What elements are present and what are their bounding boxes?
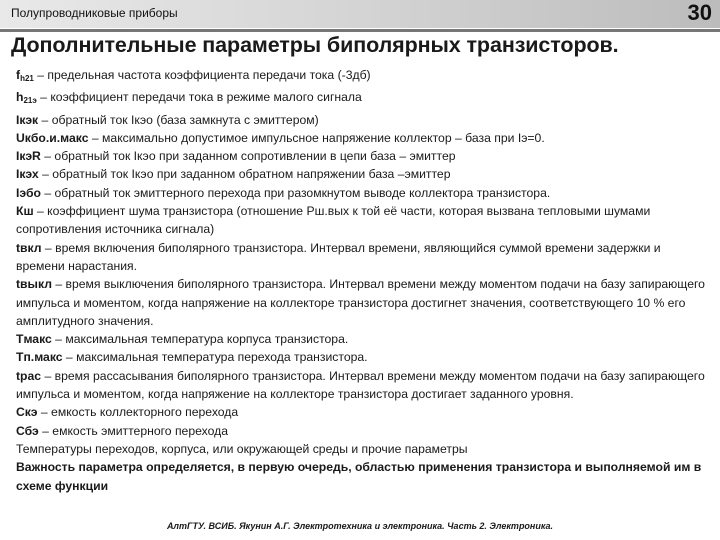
param-tras	[16, 367, 708, 404]
param-term-subscript: 21э	[23, 96, 37, 106]
param-term: tрас	[16, 368, 42, 383]
param-fh21	[16, 66, 708, 88]
param-tpmax	[16, 348, 708, 366]
temperatures-line: Температуры переходов, корпуса, или окружающей среды и прочие параметры	[16, 441, 468, 456]
param-cbe	[16, 422, 708, 440]
parameter-list	[16, 66, 708, 495]
param-iker	[16, 147, 708, 165]
param-h21e	[16, 88, 708, 110]
param-term: Iэбо	[16, 185, 41, 200]
slide-number: 30	[687, 0, 712, 25]
param-tvkl	[16, 239, 708, 276]
param-tmax	[16, 330, 708, 348]
param-desc: – время включения биполярного транзистора. Интервал времени, являющийся суммой времени задержки и времени нарастания.	[16, 240, 661, 273]
param-term: tвыкл	[16, 277, 52, 292]
page-title: Дополнительные параметры биполярных транзисторов.	[11, 33, 619, 57]
param-term: Iкэк	[16, 112, 39, 127]
param-desc: – максимально допустимое импульсное напряжение коллектор – база при Iэ=0.	[88, 130, 545, 145]
param-desc: – обратный ток Iкэо при заданном обратном напряжении база –эмиттер	[38, 167, 451, 182]
param-term: Tп.макс	[16, 350, 63, 365]
param-term: f	[16, 68, 21, 82]
param-term: h	[16, 90, 24, 105]
header-title: Полупроводниковые приборы	[11, 6, 178, 20]
param-desc: – емкость коллекторного перехода	[37, 405, 239, 420]
param-term: tвкл	[16, 240, 42, 255]
param-tvykl	[16, 275, 708, 330]
param-term: IкэR	[16, 149, 41, 164]
param-term: Tмакс	[16, 332, 52, 347]
param-desc: – коэффициент шума транзистора (отношение Рш.вых к той её части, которая вызвана тепловыми шумами сопротивления источника сигнала)	[16, 204, 651, 237]
param-desc: – предельная частота коэффициента передачи тока (-3дб)	[33, 68, 371, 82]
importance-line: Важность параметра определяется, в первую очередь, областью применения транзистора и выполняемой им в схеме функции	[16, 460, 702, 493]
param-cke	[16, 403, 708, 421]
param-term: Кш	[16, 204, 34, 219]
param-desc: – максимальная температура перехода транзистора.	[62, 350, 368, 365]
param-desc: – емкость эмиттерного перехода	[38, 423, 228, 438]
param-term-subscript: h21	[20, 74, 34, 83]
param-term: Сбэ	[16, 423, 39, 438]
param-desc: – обратный ток Iкэо при заданном сопротивлении в цепи база – эмиттер	[40, 149, 456, 164]
param-term: Скэ	[16, 405, 38, 420]
param-desc: – обратный ток эмиттерного перехода при разомкнутом выводе коллектора транзистора.	[40, 185, 551, 200]
param-desc: – максимальная температура корпуса транзистора.	[51, 332, 349, 347]
param-term: Uкбо.и.макс	[16, 130, 89, 145]
param-ukbo	[16, 129, 708, 147]
param-ikex	[16, 165, 708, 183]
param-desc: – время выключения биполярного транзистора. Интервал времени между моментом подачи на базу запирающего импульса и моментом, когда напряжение на коллекторе транзистора достигнет значения, соответствующего 10 % его амплитудного значения.	[16, 277, 705, 328]
param-desc: – время рассасывания биполярного транзистора. Интервал времени между моментом подачи на базу запирающего импульса и моментом, когда напряжение на коллекторе транзистора достигает заданного уровня.	[16, 368, 705, 402]
param-term: Iкэх	[16, 167, 39, 182]
param-desc: – обратный ток Iкэо (база замкнута с эмиттером)	[38, 112, 319, 127]
slide-footer: АлтГТУ. ВСИБ. Якунин А.Г. Электротехника и электроника. Часть 2. Электроника.	[166, 521, 554, 531]
param-desc: – коэффициент передачи тока в режиме малого сигнала	[36, 90, 362, 105]
param-ikek	[16, 111, 708, 129]
param-ksh	[16, 202, 708, 239]
slide-header	[0, 0, 720, 28]
header-divider	[0, 29, 720, 32]
param-iebo	[16, 184, 708, 202]
